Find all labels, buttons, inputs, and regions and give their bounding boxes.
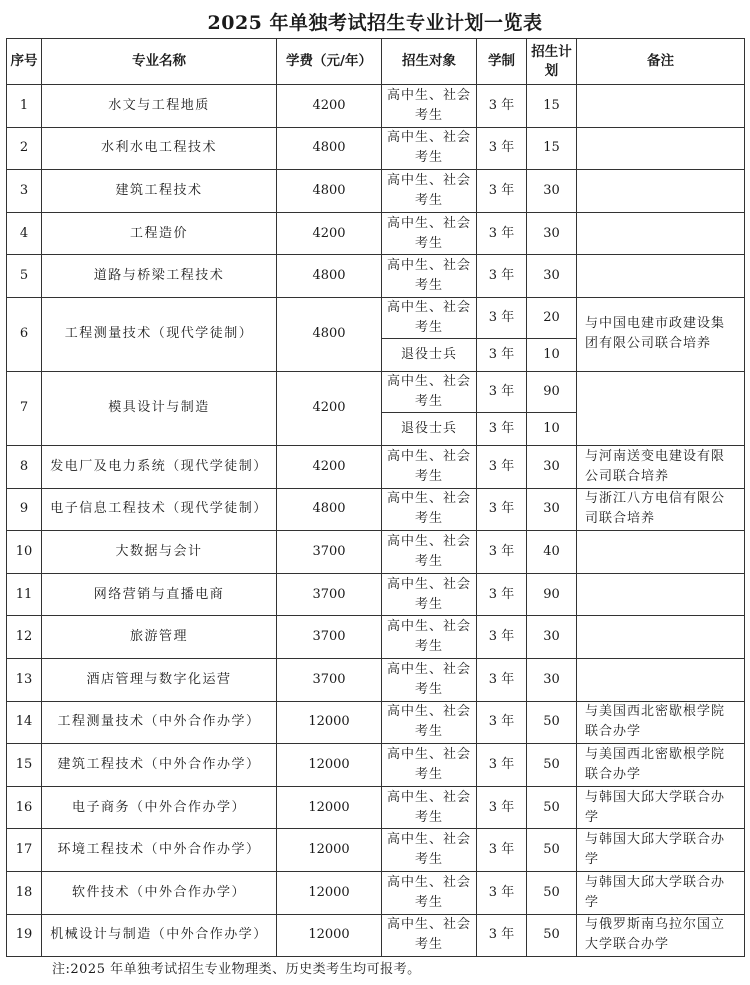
row-note: 与俄罗斯南乌拉尔国立大学联合办学 [577, 914, 745, 957]
header-row [7, 39, 745, 85]
row-note [577, 85, 745, 128]
row-seq: 13 [7, 658, 42, 701]
row-target: 高中生、社会考生 [382, 170, 477, 213]
row-years: 3 年 [477, 573, 527, 616]
row-plan: 15 [527, 85, 577, 128]
row-target: 高中生、社会考生 [382, 829, 477, 872]
row-plan: 30 [527, 212, 577, 255]
row-seq: 1 [7, 85, 42, 128]
row-plan: 30 [527, 445, 577, 488]
row-target: 高中生、社会考生 [382, 701, 477, 744]
row-major: 水利水电工程技术 [42, 127, 277, 170]
row-major: 机械设计与制造（中外合作办学） [42, 914, 277, 957]
row-target: 高中生、社会考生 [382, 297, 477, 338]
row-note: 与美国西北密歇根学院联合办学 [577, 744, 745, 787]
header-note: 备注 [577, 39, 745, 85]
row-fee: 4200 [277, 445, 382, 488]
table-row [7, 212, 745, 255]
row-note [577, 255, 745, 298]
table-row [7, 85, 745, 128]
row-fee: 4800 [277, 255, 382, 298]
row-note [577, 371, 745, 445]
row-seq: 12 [7, 616, 42, 659]
row-years: 3 年 [477, 616, 527, 659]
row-years: 3 年 [477, 445, 527, 488]
row-target: 高中生、社会考生 [382, 445, 477, 488]
row-seq: 14 [7, 701, 42, 744]
row-seq: 16 [7, 786, 42, 829]
row-target: 高中生、社会考生 [382, 744, 477, 787]
row-target: 高中生、社会考生 [382, 85, 477, 128]
row-fee: 4200 [277, 85, 382, 128]
row-seq: 9 [7, 488, 42, 531]
table-row [7, 914, 745, 957]
row-note: 与河南送变电建设有限公司联合培养 [577, 445, 745, 488]
row-target: 高中生、社会考生 [382, 488, 477, 531]
row-plan: 10 [527, 412, 577, 445]
row-target: 高中生、社会考生 [382, 871, 477, 914]
row-major: 旅游管理 [42, 616, 277, 659]
row-years: 3 年 [477, 829, 527, 872]
row-target: 高中生、社会考生 [382, 127, 477, 170]
row-fee: 12000 [277, 744, 382, 787]
table-row [7, 871, 745, 914]
table-row [7, 829, 745, 872]
row-plan: 50 [527, 871, 577, 914]
row-target: 高中生、社会考生 [382, 255, 477, 298]
row-seq: 5 [7, 255, 42, 298]
row-note: 与韩国大邱大学联合办学 [577, 829, 745, 872]
row-years: 3 年 [477, 531, 527, 574]
table-row [7, 445, 745, 488]
row-years: 3 年 [477, 85, 527, 128]
row-seq: 17 [7, 829, 42, 872]
row-note [577, 127, 745, 170]
row-years: 3 年 [477, 255, 527, 298]
row-major: 环境工程技术（中外合作办学） [42, 829, 277, 872]
row-target: 高中生、社会考生 [382, 212, 477, 255]
table-row [7, 170, 745, 213]
row-seq: 6 [7, 297, 42, 371]
row-fee: 4800 [277, 170, 382, 213]
row-note [577, 573, 745, 616]
row-fee: 3700 [277, 658, 382, 701]
row-fee: 12000 [277, 701, 382, 744]
row-seq: 11 [7, 573, 42, 616]
row-plan: 50 [527, 914, 577, 957]
row-fee: 12000 [277, 786, 382, 829]
row-note: 与韩国大邱大学联合办学 [577, 786, 745, 829]
row-fee: 3700 [277, 531, 382, 574]
row-target: 退役士兵 [382, 412, 477, 445]
row-years: 3 年 [477, 744, 527, 787]
row-fee: 12000 [277, 829, 382, 872]
row-major: 网络营销与直播电商 [42, 573, 277, 616]
row-years: 3 年 [477, 658, 527, 701]
row-major: 电子商务（中外合作办学） [42, 786, 277, 829]
row-seq: 8 [7, 445, 42, 488]
table-row [7, 658, 745, 701]
row-plan: 50 [527, 744, 577, 787]
row-seq: 4 [7, 212, 42, 255]
row-years: 3 年 [477, 871, 527, 914]
row-years: 3 年 [477, 786, 527, 829]
row-plan: 50 [527, 786, 577, 829]
row-fee: 4200 [277, 371, 382, 445]
row-major: 水文与工程地质 [42, 85, 277, 128]
row-fee: 12000 [277, 871, 382, 914]
row-seq: 2 [7, 127, 42, 170]
row-major: 道路与桥梁工程技术 [42, 255, 277, 298]
row-plan: 30 [527, 658, 577, 701]
row-years: 3 年 [477, 338, 527, 371]
row-major: 工程造价 [42, 212, 277, 255]
row-target: 高中生、社会考生 [382, 531, 477, 574]
table-row [7, 701, 745, 744]
row-major: 电子信息工程技术（现代学徒制） [42, 488, 277, 531]
row-plan: 10 [527, 338, 577, 371]
row-note: 与浙江八方电信有限公司联合培养 [577, 488, 745, 531]
header-target: 招生对象 [382, 39, 477, 85]
row-major: 酒店管理与数字化运营 [42, 658, 277, 701]
table-row [7, 127, 745, 170]
header-seq: 序号 [7, 39, 42, 85]
row-note [577, 658, 745, 701]
row-target: 高中生、社会考生 [382, 658, 477, 701]
page-title: 2025 年单独考试招生专业计划一览表 [207, 12, 543, 34]
row-note: 与中国电建市政建设集团有限公司联合培养 [577, 297, 745, 371]
row-seq: 3 [7, 170, 42, 213]
row-major: 建筑工程技术 [42, 170, 277, 213]
table-row [7, 531, 745, 574]
header-plan: 招生计划 [527, 39, 577, 85]
row-plan: 50 [527, 829, 577, 872]
row-plan: 50 [527, 701, 577, 744]
row-plan: 40 [527, 531, 577, 574]
row-plan: 90 [527, 573, 577, 616]
table-row [7, 371, 745, 412]
table-row [7, 255, 745, 298]
row-years: 3 年 [477, 297, 527, 338]
row-years: 3 年 [477, 371, 527, 412]
row-major: 发电厂及电力系统（现代学徒制） [42, 445, 277, 488]
row-years: 3 年 [477, 170, 527, 213]
row-years: 3 年 [477, 212, 527, 255]
header-major: 专业名称 [42, 39, 277, 85]
row-note [577, 616, 745, 659]
footer-note: 注:2025 年单独考试招生专业物理类、历史类考生均可报考。 [52, 962, 421, 977]
row-years: 3 年 [477, 701, 527, 744]
row-seq: 19 [7, 914, 42, 957]
row-plan: 90 [527, 371, 577, 412]
row-fee: 4800 [277, 488, 382, 531]
enrollment-plan-table [6, 38, 745, 957]
header-fee: 学费（元/年） [277, 39, 382, 85]
row-years: 3 年 [477, 412, 527, 445]
header-years: 学制 [477, 39, 527, 85]
row-target: 高中生、社会考生 [382, 786, 477, 829]
row-major: 大数据与会计 [42, 531, 277, 574]
row-fee: 4200 [277, 212, 382, 255]
row-major: 软件技术（中外合作办学） [42, 871, 277, 914]
row-note [577, 531, 745, 574]
row-note [577, 170, 745, 213]
row-plan: 30 [527, 616, 577, 659]
row-seq: 7 [7, 371, 42, 445]
row-note [577, 212, 745, 255]
row-plan: 20 [527, 297, 577, 338]
row-years: 3 年 [477, 127, 527, 170]
row-target: 高中生、社会考生 [382, 371, 477, 412]
row-major: 工程测量技术（现代学徒制） [42, 297, 277, 371]
row-target: 高中生、社会考生 [382, 914, 477, 957]
row-plan: 30 [527, 255, 577, 298]
table-row [7, 744, 745, 787]
row-seq: 10 [7, 531, 42, 574]
row-major: 建筑工程技术（中外合作办学） [42, 744, 277, 787]
row-target: 高中生、社会考生 [382, 573, 477, 616]
row-seq: 18 [7, 871, 42, 914]
table-row [7, 573, 745, 616]
row-fee: 12000 [277, 914, 382, 957]
row-years: 3 年 [477, 914, 527, 957]
table-row [7, 297, 745, 338]
row-years: 3 年 [477, 488, 527, 531]
row-fee: 4800 [277, 127, 382, 170]
row-major: 工程测量技术（中外合作办学） [42, 701, 277, 744]
row-plan: 30 [527, 488, 577, 531]
table-row [7, 786, 745, 829]
row-target: 退役士兵 [382, 338, 477, 371]
table-row [7, 616, 745, 659]
row-fee: 4800 [277, 297, 382, 371]
row-fee: 3700 [277, 616, 382, 659]
row-note: 与美国西北密歇根学院联合办学 [577, 701, 745, 744]
row-plan: 30 [527, 170, 577, 213]
row-plan: 15 [527, 127, 577, 170]
table-row [7, 488, 745, 531]
row-seq: 15 [7, 744, 42, 787]
row-note: 与韩国大邱大学联合办学 [577, 871, 745, 914]
row-target: 高中生、社会考生 [382, 616, 477, 659]
row-major: 模具设计与制造 [42, 371, 277, 445]
row-fee: 3700 [277, 573, 382, 616]
